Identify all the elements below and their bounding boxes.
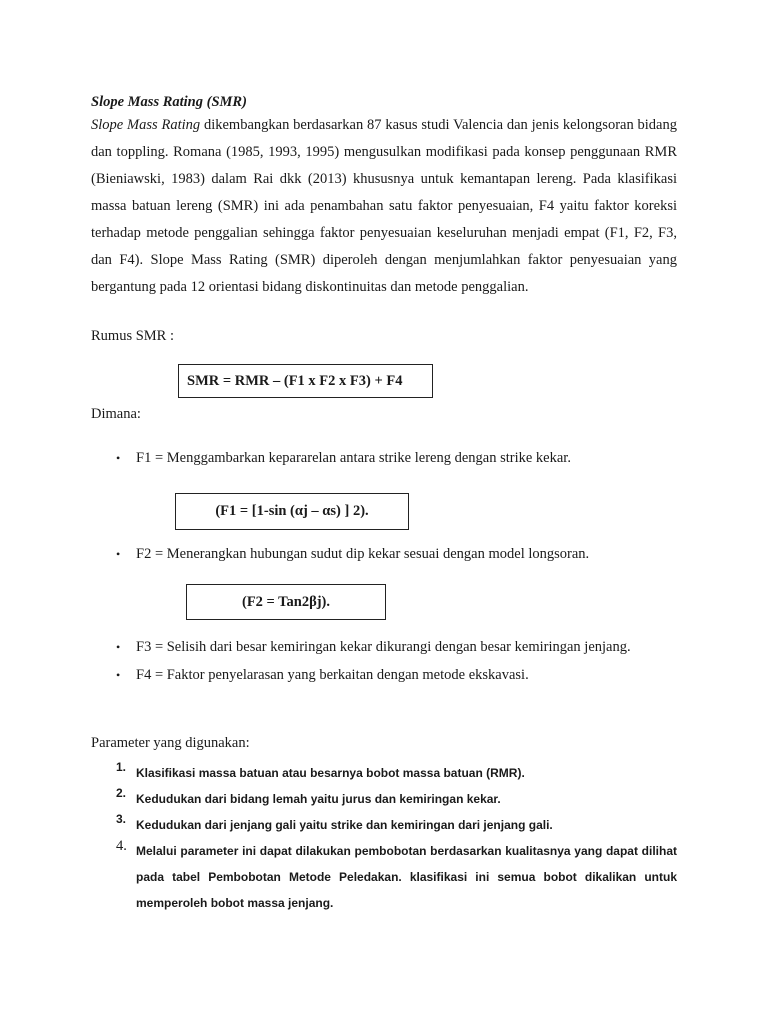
f1-formula: (F1 = [1-sin (αj – αs) ] 2).	[215, 503, 369, 519]
bullet-dot-icon: •	[116, 547, 121, 561]
section-heading: Slope Mass Rating (SMR)	[91, 94, 247, 110]
bullet-dot-icon: •	[116, 668, 121, 682]
rumus-label: Rumus SMR :	[91, 328, 174, 344]
bullet-text: F1 = Menggambarkan kepararelan antara strike lereng dengan strike kekar.	[136, 450, 571, 466]
bullet-text: F4 = Faktor penyelarasan yang berkaitan dengan metode ekskavasi.	[136, 667, 529, 683]
parameter-label: Parameter yang digunakan:	[91, 735, 250, 751]
bullet-item-f2	[116, 546, 589, 563]
intro-italic-term: Slope Mass Rating	[91, 117, 201, 133]
dimana-label: Dimana:	[91, 406, 141, 422]
bullet-text: F2 = Menerangkan hubungan sudut dip kekar sesuai dengan model longsoran.	[136, 546, 590, 562]
list-text: Klasifikasi massa batuan atau besarnya bobot massa batuan (RMR).	[136, 766, 525, 780]
intro-paragraph	[91, 112, 677, 301]
list-text: Kedudukan dari bidang lemah yaitu jurus dan kemiringan kekar.	[136, 792, 501, 806]
bullet-dot-icon: •	[116, 640, 121, 654]
f1-formula-box	[175, 493, 409, 530]
f2-formula-box	[186, 584, 386, 620]
bullet-item-f4	[116, 667, 529, 684]
list-number: 2.	[116, 786, 127, 800]
list-number: 1.	[116, 760, 127, 774]
list-text: Melalui parameter ini dapat dilakukan pembobotan berdasarkan kualitasnya yang dapat dilihat pada tabel Pembobotan Metode Peledakan. klasifikasi ini semua bobot dikalikan untuk memperoleh bobot massa jenjang.	[136, 844, 677, 910]
bullet-item-f3	[116, 639, 631, 656]
bullet-dot-icon: •	[116, 451, 121, 465]
list-number: 4.	[116, 838, 127, 854]
intro-body-text: dikembangkan berdasarkan 87 kasus studi Valencia dan jenis kelongsoran bidang dan toppling. Romana (1985, 1993, 1995) mengusulkan modifikasi pada konsep penggunaan RMR (Bieniawski, 1983) dalam Rai dkk (2013) khususnya untuk kemantapan lereng. Pada klasifikasi massa batuan lereng (SMR) ini ada penambahan satu faktor penyesuaian, F4 yaitu faktor koreksi terhadap metode penggalian sehingga faktor penyesuaian keseluruhan menjadi empat (F1, F2, F3, dan F4). Slope Mass Rating (SMR) diperoleh dengan menjumlahkan faktor penyesuaian yang bergantung pada 12 orientasi bidang diskontinuitas dan metode penggalian.	[91, 117, 677, 295]
list-number: 3.	[116, 812, 127, 826]
smr-formula-box	[178, 364, 433, 398]
smr-formula: SMR = RMR – (F1 x F2 x F3) + F4	[187, 372, 403, 389]
bullet-item-f1	[116, 450, 571, 467]
list-text: Kedudukan dari jenjang gali yaitu strike dan kemiringan dari jenjang gali.	[136, 818, 553, 832]
bullet-text: F3 = Selisih dari besar kemiringan kekar dikurangi dengan besar kemiringan jenjang.	[136, 639, 631, 655]
f2-formula: (F2 = Tan2βj).	[241, 593, 330, 610]
